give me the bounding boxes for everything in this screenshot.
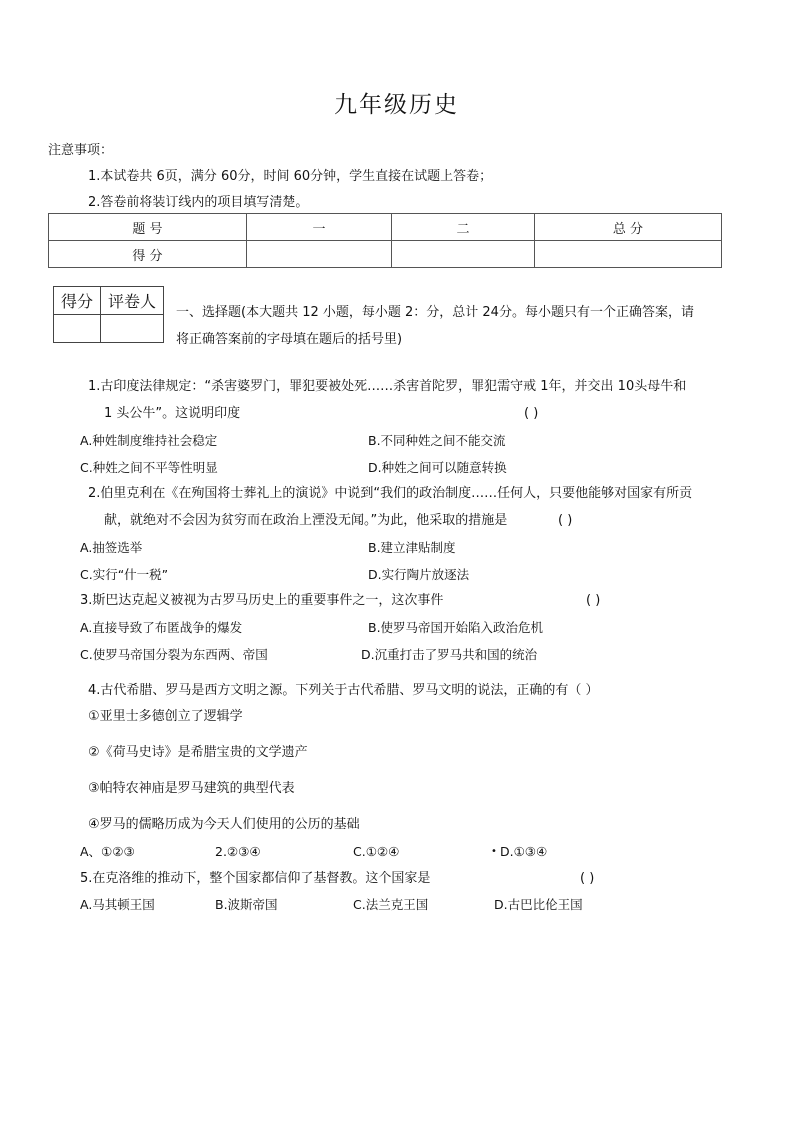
q4-option-c: C.①②④ <box>353 844 400 859</box>
q5-option-b: B.波斯帝国 <box>215 897 278 912</box>
q1-answer-paren: ( ) <box>524 406 539 421</box>
notice-item-1: 1.本试卷共 6页，满分 60分，时间 60分钟，学生直接在试题上答卷； <box>88 169 493 184</box>
q4-statement-4: ④罗马的儒略历成为今天人们使用的公历的基础 <box>88 817 360 832</box>
q4-option-d: D.①③④ <box>500 844 548 859</box>
q4-option-a: A、①②③ <box>80 844 135 859</box>
q2-option-b: B.建立津贴制度 <box>368 540 456 555</box>
section1-line1: 一、选择题(本大题共 12 小题，每小题 2：分，总计 24分。每小题只有一个正确答案，请 <box>176 305 694 320</box>
q4-option-b: 2.②③④ <box>215 844 261 859</box>
q2-option-a: A.抽签选举 <box>80 540 143 555</box>
q3-option-a: A.直接导致了布匿战争的爆发 <box>80 620 243 635</box>
q5-option-a: A.马其顿王国 <box>80 897 155 912</box>
q2-option-d: D.实行陶片放逐法 <box>368 567 470 582</box>
q4-statement-2: ②《荷马史诗》是希腊宝贵的文学遗产 <box>88 745 308 760</box>
grader-name-label: 评卷人 <box>101 287 164 315</box>
section1-line2: 将正确答案前的字母填在题后的括号里) <box>176 332 403 347</box>
score-row-label: 得 分 <box>49 241 247 268</box>
score-header-cell: 二 <box>392 214 535 241</box>
q2-answer-paren: ( ) <box>558 513 573 528</box>
q1-option-b: B.不同种姓之间不能交流 <box>368 433 506 448</box>
q1-option-c: C.种姓之间不平等性明显 <box>80 460 218 475</box>
q5-stem-line1: 5.在克洛维的推动下，整个国家都信仰了基督教。这个国家是 <box>80 871 431 886</box>
grader-box <box>53 286 164 343</box>
q4-statement-1: ①亚里士多德创立了逻辑学 <box>88 709 243 724</box>
grader-name-cell[interactable] <box>101 315 164 343</box>
score-table <box>48 213 722 268</box>
q3-option-d: D.沉重打击了罗马共和国的统治 <box>361 647 538 662</box>
q3-answer-paren: ( ) <box>586 593 601 608</box>
score-table-header-row <box>49 214 722 241</box>
q1-option-d: D.种姓之间可以随意转换 <box>368 460 507 475</box>
score-cell[interactable] <box>247 241 392 268</box>
stray-dot-mark: • <box>491 846 497 857</box>
q5-option-c: C.法兰克王国 <box>353 897 429 912</box>
q5-option-d: D.古巴比伦王国 <box>494 897 583 912</box>
notice-heading: 注意事项： <box>48 143 114 158</box>
score-header-cell: 总 分 <box>535 214 722 241</box>
notice-item-2: 2.答卷前将装订线内的项目填写清楚。 <box>88 195 309 210</box>
q3-stem-line1: 3.斯巴达克起义被视为古罗马历史上的重要事件之一，这次事件 <box>80 593 444 608</box>
grader-underline <box>101 342 164 343</box>
score-header-cell: 一 <box>247 214 392 241</box>
score-header-cell: 题 号 <box>49 214 247 241</box>
score-cell[interactable] <box>535 241 722 268</box>
score-cell[interactable] <box>392 241 535 268</box>
grader-score-label: 得分 <box>54 287 101 315</box>
q1-option-a: A.种姓制度维持社会稳定 <box>80 433 218 448</box>
q1-stem-line2: 1 头公牛”。这说明印度 <box>104 406 241 421</box>
q5-answer-paren: ( ) <box>580 871 595 886</box>
q3-option-b: B.使罗马帝国开始陷入政治危机 <box>368 620 544 635</box>
q2-option-c: C.实行“什一税” <box>80 567 169 582</box>
q3-option-c: C.使罗马帝国分裂为东西两、帝国 <box>80 647 268 662</box>
grader-score-cell[interactable] <box>54 315 101 343</box>
page-title: 九年级历史 <box>334 92 459 118</box>
q1-stem-line1: 1.古印度法律规定：“杀害婆罗门，罪犯要被处死……杀害首陀罗，罪犯需守戒 1年，并交出 10头母牛和 <box>88 379 687 394</box>
q4-stem-line1: 4.古代希腊、罗马是西方文明之源。下列关于古代希腊、罗马文明的说法，正确的有（ ） <box>88 683 599 698</box>
q4-statement-3: ③帕特农神庙是罗马建筑的典型代表 <box>88 781 295 796</box>
score-table-score-row <box>49 241 722 268</box>
q2-stem-line1: 2.伯里克利在《在殉国将士葬礼上的演说》中说到“我们的政治制度……任何人，只要他能够对国家有所贡 <box>88 486 693 501</box>
q2-stem-line2: 献，就绝对不会因为贫穷而在政治上湮没无闻。”为此，他采取的措施是 <box>104 513 508 528</box>
